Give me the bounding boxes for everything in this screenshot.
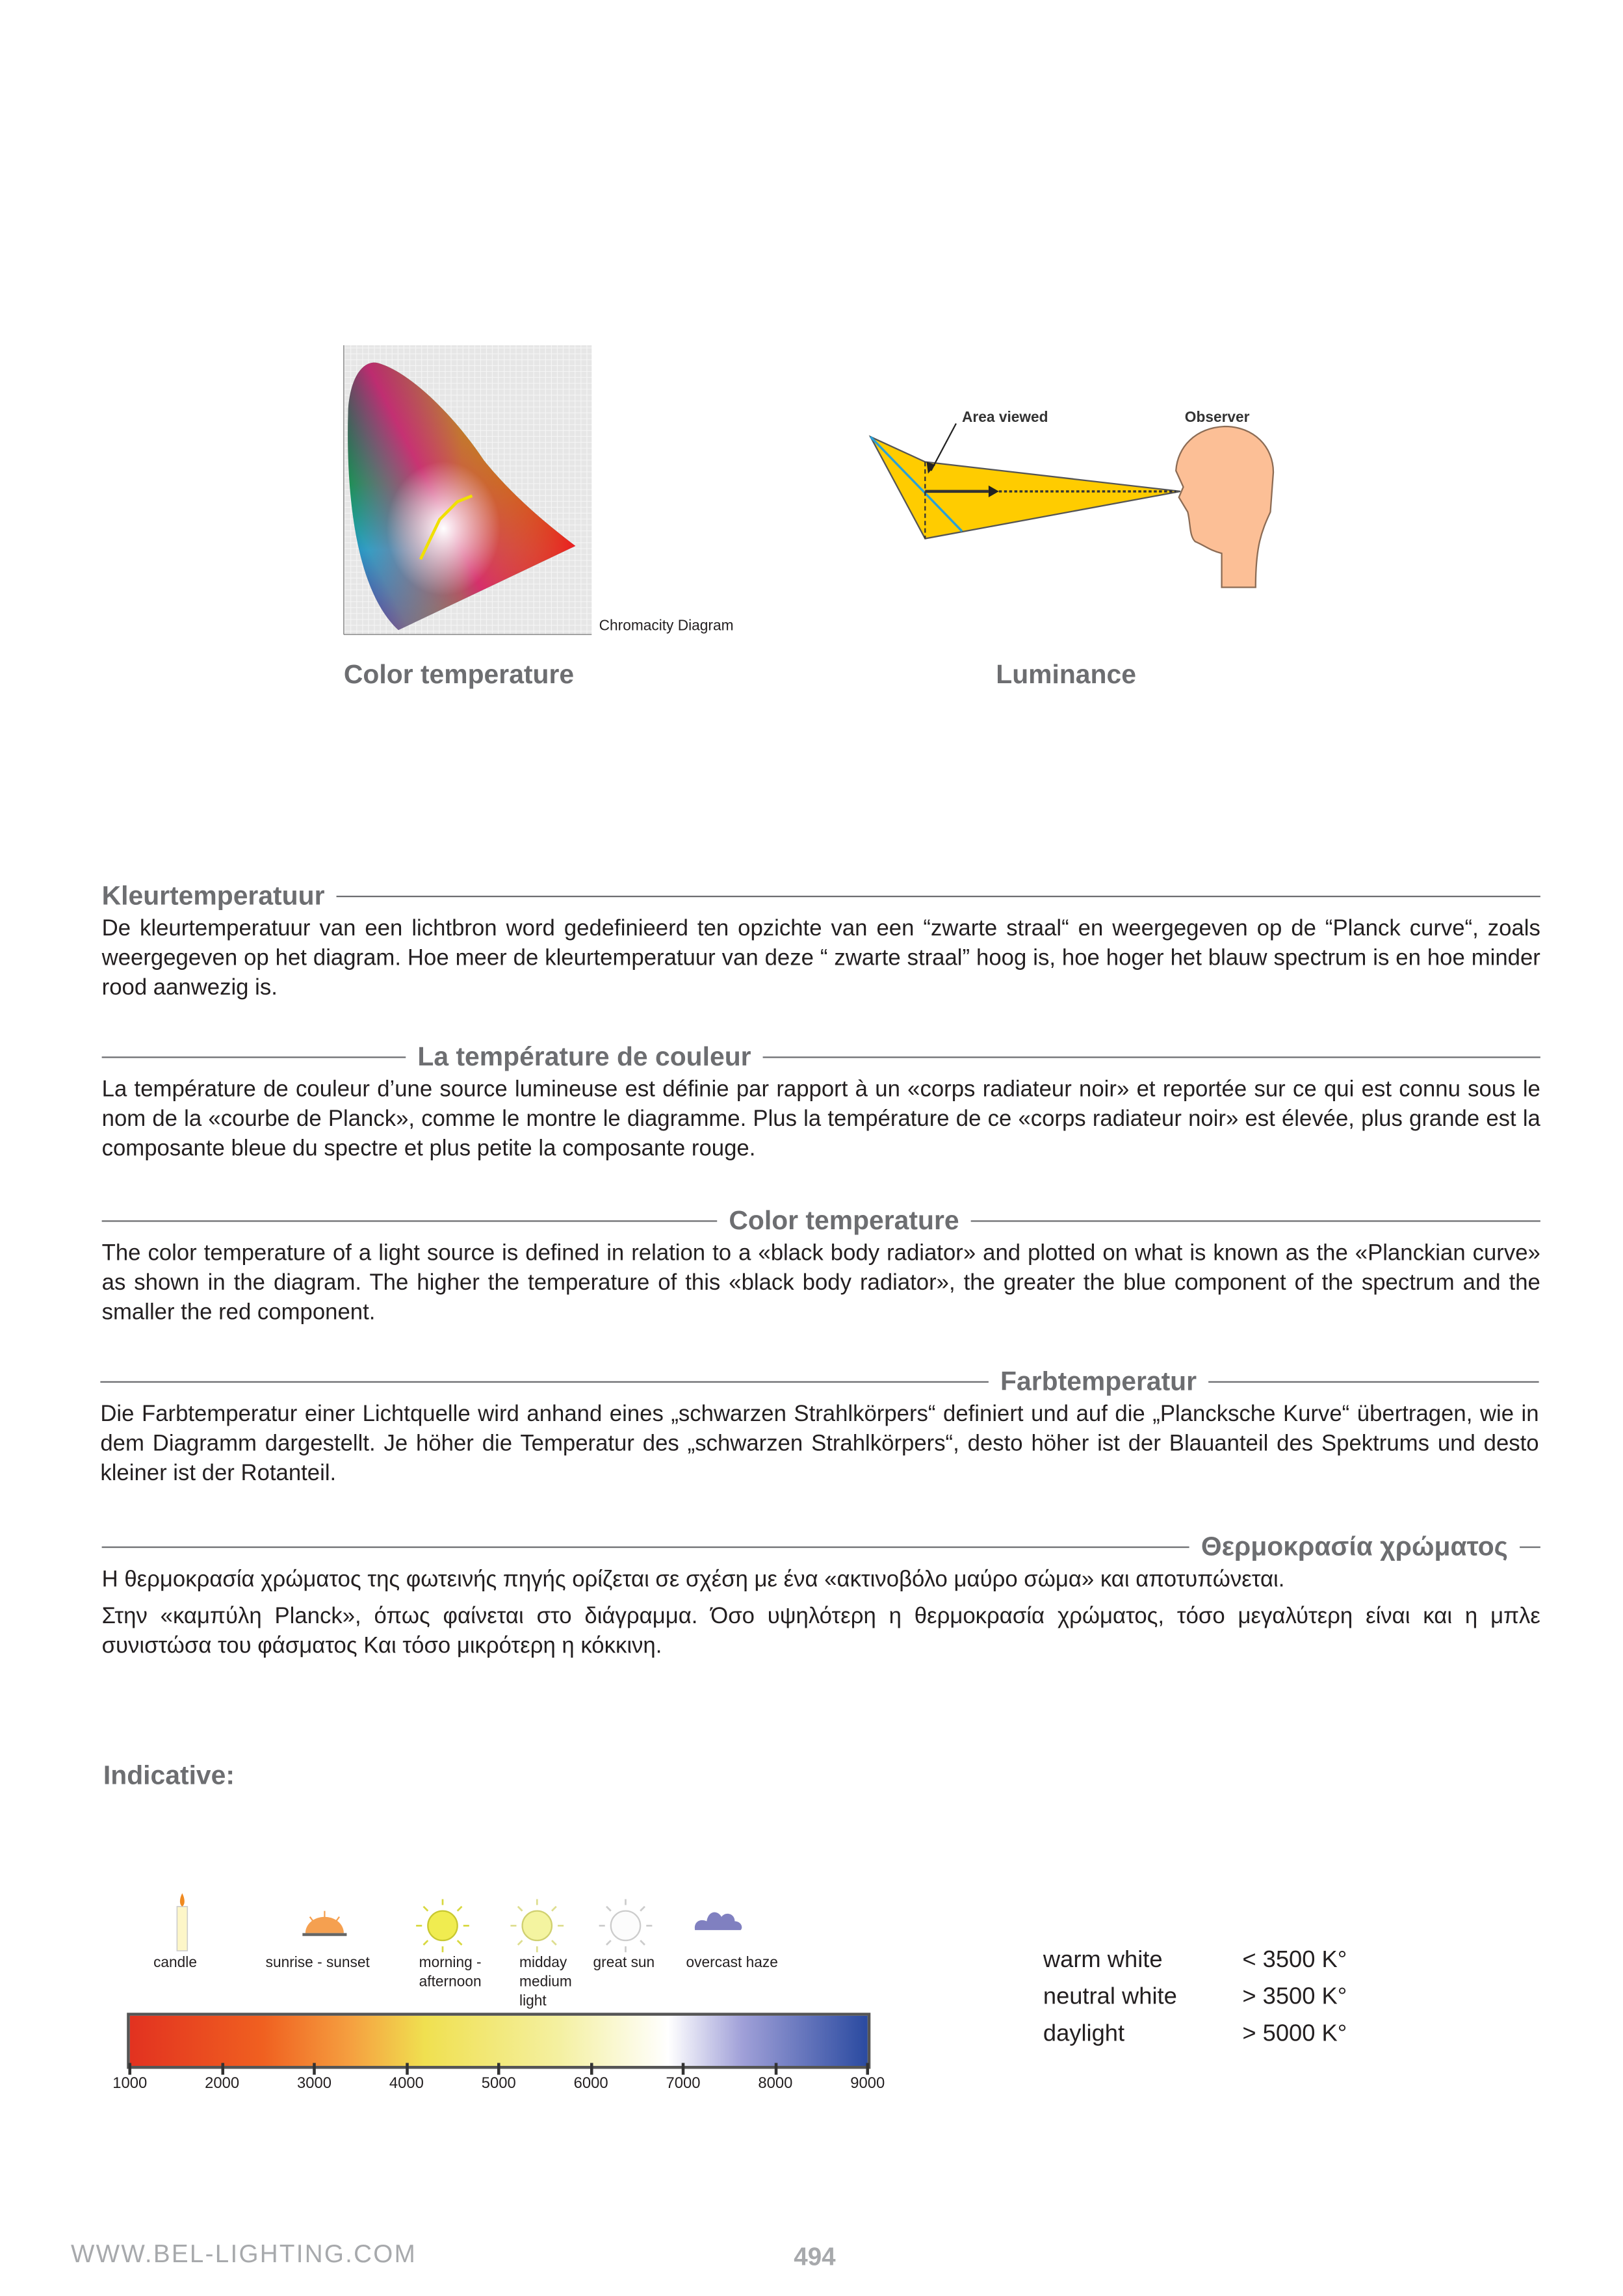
chromaticity-diagram	[322, 343, 595, 653]
section-paragraph: Die Farbtemperatur einer Lichtquelle wird anhand eines „schwarzen Strahlkörpers“ definiert und auf die „Plancksche Kurve“ übertragen, wie in dem Diagramm dargestellt. Je höher die Temperatur des „schwarzen Strahlkörpers“, desto höher ist der Blauanteil des Spektrums und desto kleiner ist der Rotanteil.	[100, 1402, 1539, 1486]
website-link[interactable]: WWW.BEL-LIGHTING.COM	[70, 2239, 417, 2268]
cloud-icon	[695, 1912, 742, 1931]
tick-label: 9000	[850, 2074, 885, 2093]
candle-icon	[177, 1893, 187, 1951]
section-heading: Θερμοκρασία χρώματος	[1201, 1531, 1508, 1561]
tick-mark	[128, 2063, 131, 2074]
tick-label: 2000	[205, 2074, 240, 2093]
divider	[971, 1220, 1540, 1221]
section-greek	[102, 1530, 1540, 1662]
divider	[1208, 1381, 1539, 1382]
section-paragraph: Η θερμοκρασία χρώματος της φωτεινής πηγής ορίζεται σε σχέση με ένα «ακτινοβόλο μαύρο σώμα» και αποτυπώνεται.	[101, 1567, 1285, 1593]
source-label-overcast: overcast haze	[686, 1955, 778, 1972]
luminance-caption: Luminance	[996, 659, 1136, 690]
divider	[102, 1220, 718, 1221]
section-heading: Farbtemperatur	[1000, 1365, 1197, 1396]
type-value: > 3500 K°	[1242, 1984, 1347, 2009]
tick-label: 1000	[112, 2074, 148, 2093]
color-temperature-caption: Color temperature	[343, 659, 575, 690]
tick-mark	[313, 2063, 316, 2074]
sunrise-icon	[302, 1911, 346, 1937]
area-viewed-label: Area viewed	[962, 410, 1048, 427]
observer-label: Observer	[1184, 410, 1250, 427]
source-label-morning: morning - afternoon	[419, 1955, 482, 1991]
luminance-diagram	[863, 406, 1284, 597]
type-value: > 5000 K°	[1242, 2020, 1347, 2046]
divider	[100, 1381, 989, 1382]
type-name: warm white	[1043, 1947, 1163, 1972]
tick-mark	[774, 2063, 777, 2074]
tick-label: 3000	[296, 2074, 332, 2093]
divider	[763, 1056, 1540, 1057]
tick-label: 8000	[758, 2074, 793, 2093]
table-row	[1043, 1946, 1347, 1983]
color-temperature-scale	[127, 2013, 870, 2068]
tick-mark	[497, 2063, 500, 2074]
source-label-sunrise: sunrise - sunset	[265, 1955, 370, 1972]
section-heading: Kleurtemperatuur	[101, 880, 325, 910]
divider	[337, 895, 1540, 896]
tick-label: 4000	[389, 2074, 424, 2093]
section-heading: Color temperature	[729, 1205, 959, 1234]
tick-mark	[866, 2063, 869, 2074]
type-name: neutral white	[1043, 1984, 1177, 2009]
table-row	[1043, 1983, 1347, 2020]
source-label-candle: candle	[153, 1955, 197, 1972]
sun-icon	[416, 1899, 469, 1952]
chromacity-diagram-label: Chromacity Diagram	[599, 618, 734, 635]
section-paragraph: Στην «καμπύλη Planck», όπως φαίνεται στο διάγραμμα. Όσο υψηλότερη η θερμοκρασία χρώματος, τόσο μεγαλύτερη είναι και η μπλε συνιστώσα του φάσματος Και τόσο μικρότερη η κόκκινη.	[101, 1604, 1540, 1659]
tick-label: 6000	[573, 2074, 608, 2093]
divider	[102, 1546, 1189, 1547]
indicative-title: Indicative:	[103, 1760, 235, 1790]
tick-label: 5000	[481, 2074, 516, 2093]
section-german	[100, 1365, 1539, 1489]
tick-mark	[220, 2063, 224, 2074]
tick-mark	[405, 2063, 408, 2074]
sun-icon	[510, 1899, 564, 1952]
section-dutch	[102, 880, 1540, 1004]
section-paragraph: De kleurtemperatuur van een lichtbron word gedefinieerd ten opzichte van een “zwarte straal“ en weergegeven op de “Planck curve“, zoals weergegeven op het diagram. Hoe meer de kleurtemperatuur van deze “ zwarte straal” hoog is, hoe hoger het blauw spectrum is en hoe minder rood aanwezig is.	[101, 916, 1540, 1001]
page-number: 494	[794, 2243, 836, 2271]
type-value: < 3500 K°	[1242, 1947, 1347, 1972]
section-heading: La température de couleur	[417, 1041, 751, 1071]
tick-mark	[590, 2063, 593, 2074]
table-row	[1043, 2020, 1347, 2057]
light-source-icons	[103, 1881, 900, 1970]
divider	[102, 1056, 406, 1057]
tick-mark	[682, 2063, 685, 2074]
section-french	[102, 1040, 1540, 1164]
white-types-table	[1043, 1946, 1347, 2057]
source-label-midday: midday medium light	[519, 1955, 572, 2010]
tick-label: 7000	[666, 2074, 701, 2093]
section-paragraph: The color temperature of a light source is defined in relation to a «black body radiator» and plotted on what is known as the «Planckian curve» as shown in the diagram. The higher the temperature of this «black body radiator», the greater the blue component of the spectrum and the smaller the red component.	[101, 1241, 1540, 1325]
observer-head-icon	[1176, 426, 1273, 587]
section-english	[102, 1204, 1540, 1328]
section-paragraph: La température de couleur d’une source lumineuse est définie par rapport à un «corps radiateur noir» et reportée sur ce qui est connu sous le nom de la «courbe de Planck», comme le montre le diagramme. Plus la température de ce «corps radiateur noir» est élevée, plus grande est la composante bleue du spectre et plus petite la composante rouge.	[101, 1077, 1540, 1162]
source-label-great-sun: great sun	[593, 1955, 655, 1972]
divider	[1520, 1546, 1540, 1547]
sun-icon	[599, 1899, 653, 1952]
type-name: daylight	[1043, 2020, 1125, 2046]
